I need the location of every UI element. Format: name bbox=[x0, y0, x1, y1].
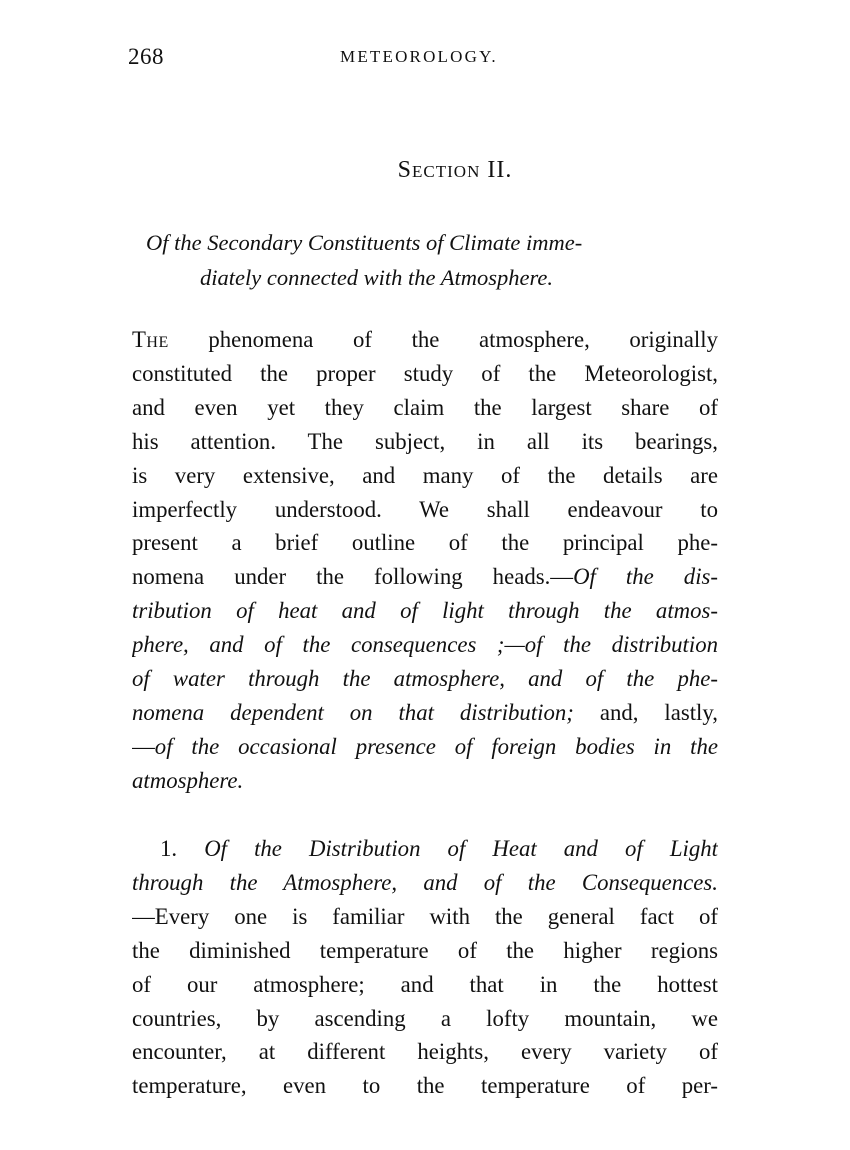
paragraph-line: encounter, at different heights, every variety of bbox=[132, 1039, 718, 1065]
paragraph-line: —Every one is familiar with the general fact of bbox=[132, 903, 718, 929]
paragraph-line: is very extensive, and many of the details are bbox=[132, 462, 718, 488]
paragraph-line: present a brief outline of the principal phe- bbox=[132, 530, 718, 556]
subsection-heading-line-1: 1. Of the Distribution of Heat and of Light bbox=[160, 836, 718, 861]
paragraph-line: —of the occasional presence of foreign bodies in the bbox=[132, 733, 718, 759]
paragraph-line: of our atmosphere; and that in the hottest bbox=[132, 971, 718, 997]
paragraph-line: phere, and of the consequences ;—of the distribution bbox=[132, 632, 718, 658]
subtitle-line-1: Of the Secondary Constituents of Climate imme- bbox=[146, 230, 583, 255]
section-subtitle bbox=[128, 225, 718, 295]
paragraph-2 bbox=[132, 832, 718, 1103]
paragraph-line: tribution of heat and of light through the atmos- bbox=[132, 598, 718, 624]
paragraph-line: imperfectly understood. We shall endeavour to bbox=[132, 496, 718, 522]
paragraph-line: countries, by ascending a lofty mountain, we bbox=[132, 1005, 718, 1031]
paragraph-line: his attention. The subject, in all its bearings, bbox=[132, 428, 718, 454]
paragraph-line: constituted the proper study of the Meteorologist, bbox=[132, 360, 718, 386]
paragraph-line: atmosphere. bbox=[132, 767, 244, 793]
section-heading bbox=[0, 157, 850, 184]
running-head bbox=[128, 44, 718, 74]
paragraph-line: nomena dependent on that distribution; and, lastly, bbox=[132, 699, 718, 725]
paragraph-line: of water through the atmosphere, and of the phe- bbox=[132, 666, 718, 692]
running-title: METEOROLOGY. bbox=[340, 47, 498, 66]
paragraph-line: temperature, even to the temperature of per- bbox=[132, 1073, 718, 1099]
subsection-number: 1. bbox=[160, 836, 178, 861]
subsection-heading-line-2: through the Atmosphere, and of the Consequences. bbox=[132, 869, 718, 895]
subtitle-line-2: diately connected with the Atmosphere. bbox=[200, 265, 554, 290]
dropcap-word: The bbox=[132, 327, 169, 352]
paragraph-1 bbox=[132, 323, 718, 798]
paragraph-line: The phenomena of the atmosphere, originally bbox=[132, 327, 718, 352]
paragraph-line: nomena under the following heads.—Of the dis- bbox=[132, 564, 718, 590]
section-heading-text: Section II. bbox=[397, 157, 513, 183]
page-number: 268 bbox=[128, 44, 164, 69]
paragraph-line: the diminished temperature of the higher regions bbox=[132, 937, 718, 963]
paragraph-line: and even yet they claim the largest share of bbox=[132, 394, 718, 420]
